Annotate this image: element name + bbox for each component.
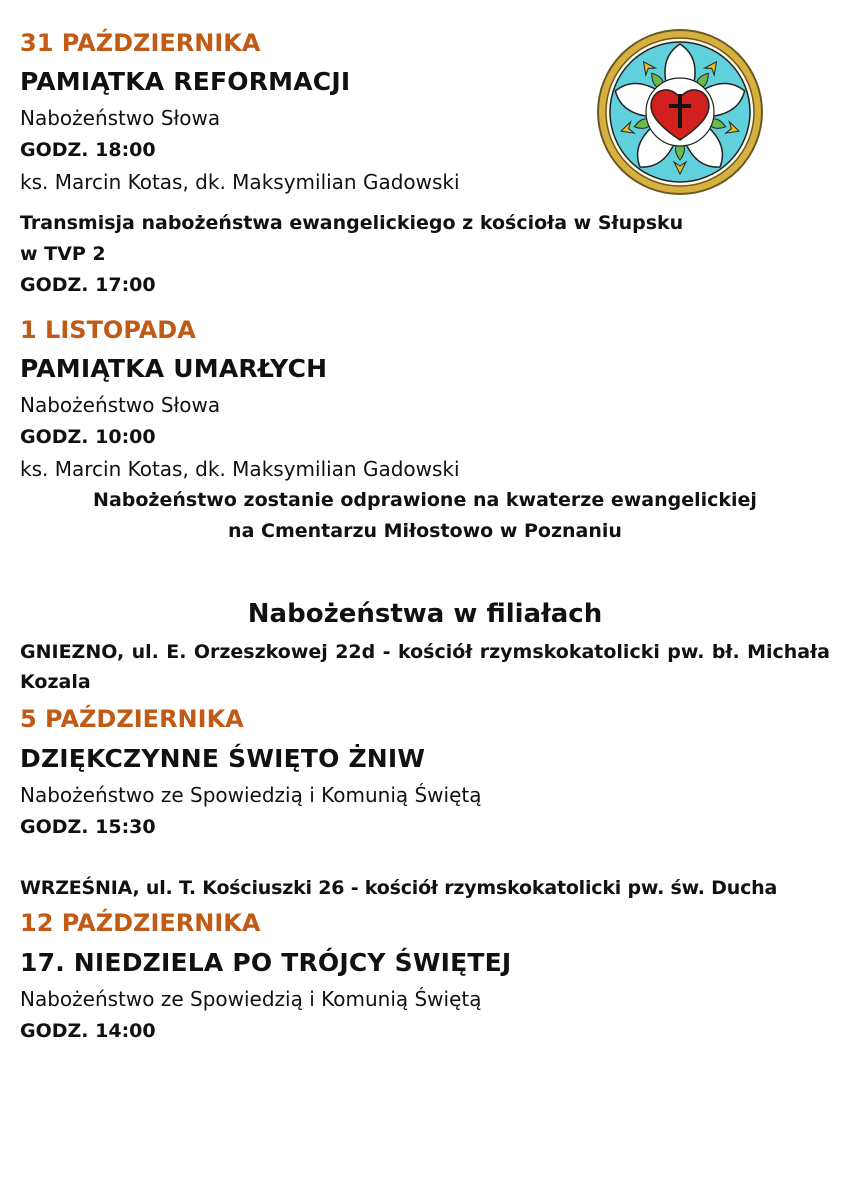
gniezno-time: GODZ. 15:30 <box>20 816 156 838</box>
wrzesnia-time: GODZ. 14:00 <box>20 1020 156 1042</box>
broadcast-line-1: Transmisja nabożeństwa ewangelickiego z kościoła w Słupsku <box>20 212 684 234</box>
dead-date: 1 LISTOPADA <box>20 316 196 344</box>
reformation-service: Nabożeństwo Słowa <box>20 106 221 130</box>
dead-note-line-2: na Cmentarzu Miłostowo w Poznaniu <box>228 520 622 542</box>
reformation-time: GODZ. 18:00 <box>20 139 156 161</box>
dead-service: Nabożeństwo Słowa <box>20 393 221 417</box>
reformation-title: PAMIĄTKA REFORMACJI <box>20 67 351 96</box>
gniezno-location: GNIEZNO, ul. E. Orzeszkowej 22d - kościół rzymskokatolicki pw. bł. Michała Kozala <box>20 641 830 693</box>
luther-rose-icon <box>596 28 764 196</box>
broadcast-line-2: w TVP 2 <box>20 243 106 265</box>
wrzesnia-title: 17. NIEDZIELA PO TRÓJCY ŚWIĘTEJ <box>20 948 512 977</box>
dead-clergy: ks. Marcin Kotas, dk. Maksymilian Gadowski <box>20 457 460 481</box>
gniezno-title: DZIĘKCZYNNE ŚWIĘTO ŻNIW <box>20 744 426 773</box>
reformation-date: 31 PAŹDZIERNIKA <box>20 29 261 57</box>
gniezno-service: Nabożeństwo ze Spowiedzią i Komunią Świętą <box>20 783 482 807</box>
dead-time: GODZ. 10:00 <box>20 426 156 448</box>
dead-note-line-1: Nabożeństwo zostanie odprawione na kwaterze ewangelickiej <box>93 489 757 511</box>
dead-title: PAMIĄTKA UMARŁYCH <box>20 354 328 383</box>
wrzesnia-location: WRZEŚNIA, ul. T. Kościuszki 26 - kościół rzymskokatolicki pw. św. Ducha <box>20 877 778 899</box>
wrzesnia-date: 12 PAŹDZIERNIKA <box>20 909 261 937</box>
reformation-clergy: ks. Marcin Kotas, dk. Maksymilian Gadowski <box>20 170 460 194</box>
branches-heading: Nabożeństwa w filiałach <box>247 599 603 629</box>
wrzesnia-service: Nabożeństwo ze Spowiedzią i Komunią Świętą <box>20 987 482 1011</box>
gniezno-date: 5 PAŹDZIERNIKA <box>20 705 244 733</box>
broadcast-time: GODZ. 17:00 <box>20 274 156 296</box>
